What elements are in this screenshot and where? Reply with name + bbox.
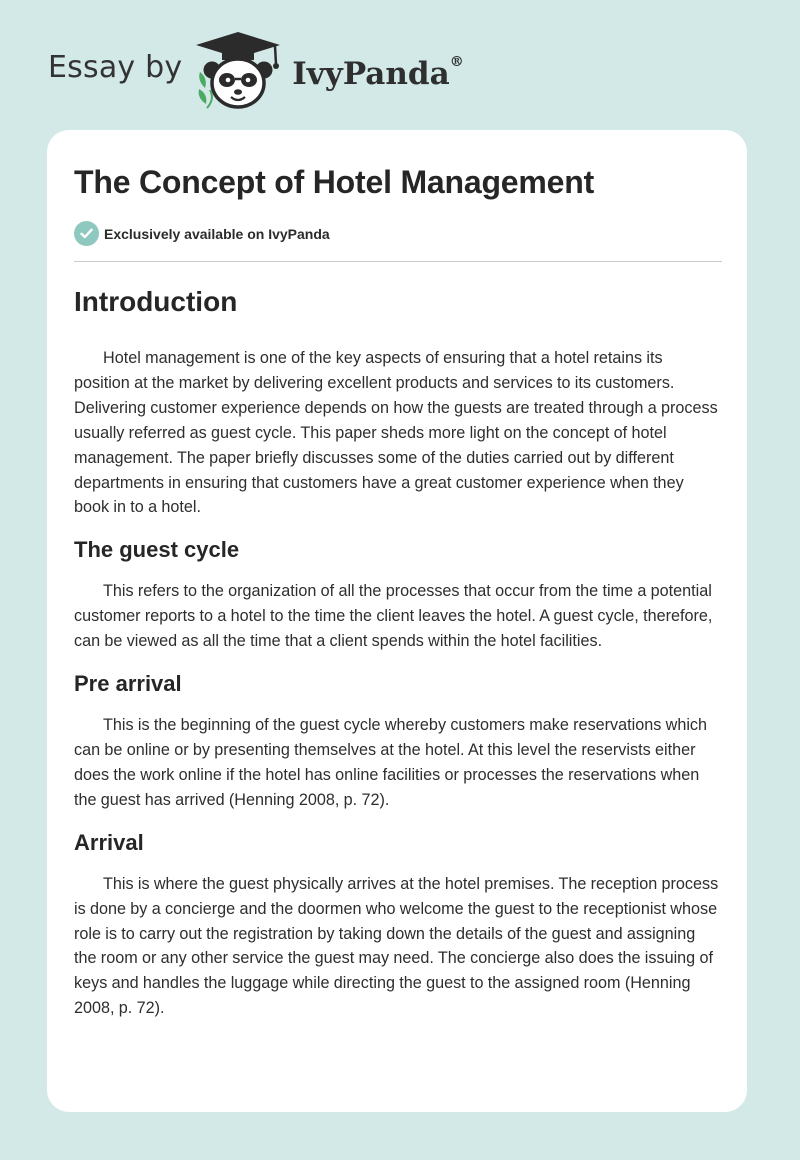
- section-heading-pre-arrival: Pre arrival: [74, 671, 182, 697]
- check-icon: [74, 221, 99, 246]
- brand-name[interactable]: IvyPanda®: [292, 54, 464, 92]
- section-heading-guest-cycle: The guest cycle: [74, 537, 240, 563]
- exclusive-badge-label: Exclusively available on IvyPanda: [104, 225, 330, 242]
- section-paragraph-introduction: Hotel management is one of the key aspects of ensuring that a hotel retains its position at the market by delivering excellent products and services to its customers. Delivering customer experience depends on how the guests are treated through a process usually referred as guest cycle. This paper sheds more light on the concept of hotel management. The paper briefly discusses some of the duties carried out by different departments in ensuring that customers have a great customer experience when they book in to a hotel.: [74, 349, 718, 517]
- registered-mark: ®: [449, 54, 464, 70]
- section-paragraph-arrival: This is where the guest physically arrives at the hotel premises. The reception process is done by a concierge and the doormen who welcome the guest to the receptionist whose role is to carry out the registration by taking down the details of the guest and assigning the room or any other service the guest may need. The concierge also does the issuing of keys and handles the luggage while directing the guest to the assigned room (Henning 2008, p. 72).: [74, 874, 719, 1018]
- page-title: The Concept of Hotel Management: [74, 164, 595, 200]
- panda-graduate-icon[interactable]: [196, 30, 286, 110]
- essay-card: [47, 130, 747, 1112]
- section-heading-arrival: Arrival: [74, 829, 144, 855]
- section-paragraph-guest-cycle: This refers to the organization of all the processes that occur from the time a potential customer reports to a hotel to the time the client leaves the hotel. A guest cycle, therefore, can be viewed as all the time that a client spends within the hotel facilities.: [74, 582, 713, 651]
- section-heading-introduction: Introduction: [74, 286, 238, 317]
- title-divider: [74, 261, 722, 262]
- essay-by-label: Essay by: [48, 49, 183, 85]
- exclusive-badge: [74, 221, 330, 246]
- section-paragraph-pre-arrival: This is the beginning of the guest cycle whereby customers make reservations which can be online or by presenting themselves at the hotel. At this level the reservists either does the work online if the hotel has online facilities or processes the reservations when the guest has arrived (Henning 2008, p. 72).: [74, 716, 708, 809]
- essay-body: [74, 280, 722, 1036]
- site-header: [48, 30, 464, 110]
